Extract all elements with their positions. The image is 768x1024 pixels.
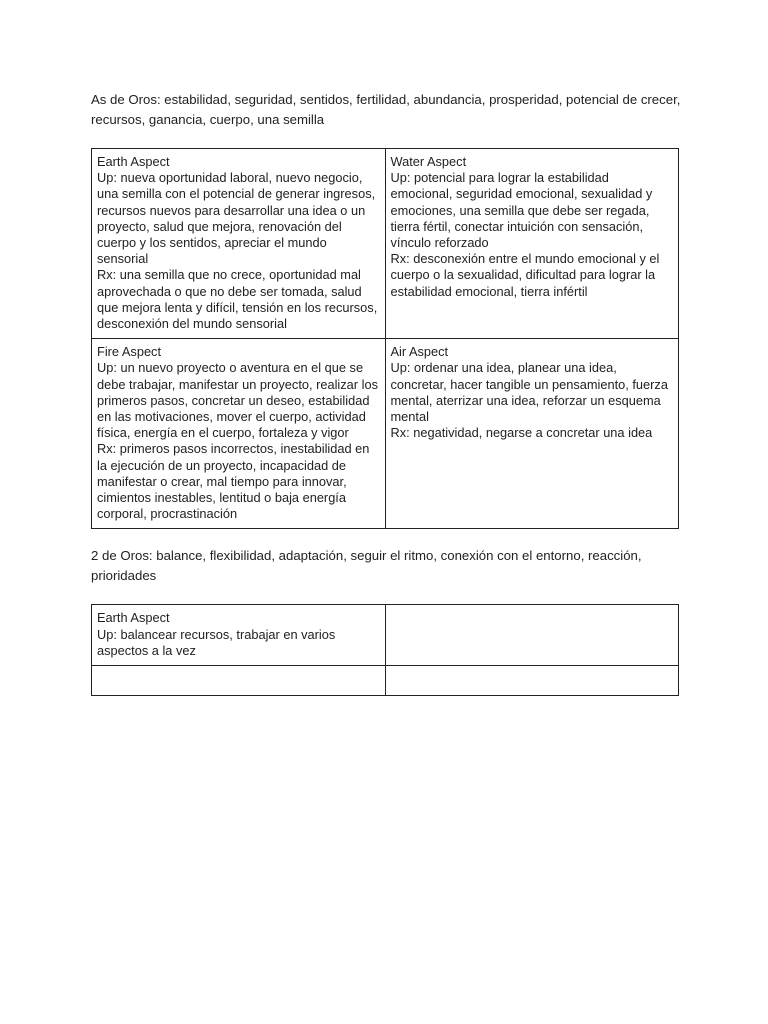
empty-cell	[92, 666, 386, 696]
cell-upright-text: Up: ordenar una idea, planear una idea, concretar, hacer tangible un pensamiento, fuerza mental, aterrizar una idea, reforzar un esquema mental	[390, 360, 672, 425]
cell-upright-text: Up: un nuevo proyecto o aventura en el que se debe trabajar, manifestar un proyecto, realizar los primeros pasos, concretar un deseo, estabilidad en las motivaciones, mover el cuerpo, actividad física, energía en el cuerpo, fortaleza y vigor	[97, 360, 382, 441]
cell-heading: Earth Aspect	[97, 610, 170, 626]
cell-upright-text: Up: nueva oportunidad laboral, nuevo negocio, una semilla con el potencial de generar ingresos, recursos nuevos para desarrollar una idea o un proyecto, salud que mejora, renovación del cuerpo y los sentidos, apreciar el mundo sensorial	[97, 170, 379, 267]
two-of-pentacles-table	[91, 604, 679, 696]
cell-reversed-text: Rx: desconexión entre el mundo emocional y el cuerpo o la sexualidad, dificultad para lograr la estabilidad emocional, tierra infértil	[390, 251, 663, 299]
cell-reversed-text: Rx: primeros pasos incorrectos, inestabilidad en la ejecución de un proyecto, incapacidad de manifestar o crear, mal tiempo para innovar, cimientos inestables, lentitud o baja energía corporal, procrastinación	[97, 441, 373, 522]
cell-upright-text: Up: balancear recursos, trabajar en varios aspectos a la vez	[97, 626, 339, 658]
cell-reversed-text: Rx: negatividad, negarse a concretar una idea	[390, 425, 653, 441]
cell-heading: Earth Aspect	[97, 154, 170, 169]
earth-aspect-cell	[92, 605, 386, 666]
earth-aspect-cell	[92, 149, 386, 339]
cell-heading: Air Aspect	[390, 344, 449, 360]
fire-aspect-cell	[92, 339, 386, 529]
table-row	[92, 149, 679, 339]
air-aspect-cell	[385, 339, 679, 529]
document-page	[91, 90, 685, 696]
ace-of-pentacles-intro: As de Oros: estabilidad, seguridad, sentidos, fertilidad, abundancia, prosperidad, potencial de crecer, recursos, ganancia, cuerpo, una semilla	[91, 92, 685, 127]
table-row	[92, 339, 679, 529]
empty-cell	[385, 666, 679, 696]
cell-heading: Fire Aspect	[97, 344, 162, 360]
cell-reversed-text: Rx: una semilla que no crece, oportunidad mal aprovechada o que no debe ser tomada, salud que mejora lenta y difícil, tensión en los recursos, desconexión del mundo sensorial	[97, 267, 381, 332]
cell-upright-text: Up: potencial para lograr la estabilidad emocional, seguridad emocional, sexualidad y emociones, una semilla que debe ser regada, tierra fértil, conectar intuición con sensación, vínculo reforzado	[390, 170, 656, 251]
water-aspect-cell	[385, 149, 679, 339]
two-of-pentacles-intro: 2 de Oros: balance, flexibilidad, adaptación, seguir el ritmo, conexión con el entorno, reacción, prioridades	[91, 548, 646, 584]
cell-heading: Water Aspect	[390, 154, 467, 169]
empty-cell	[385, 605, 679, 666]
table-row	[92, 605, 679, 666]
table-row	[92, 666, 679, 696]
ace-of-pentacles-table	[91, 148, 679, 529]
